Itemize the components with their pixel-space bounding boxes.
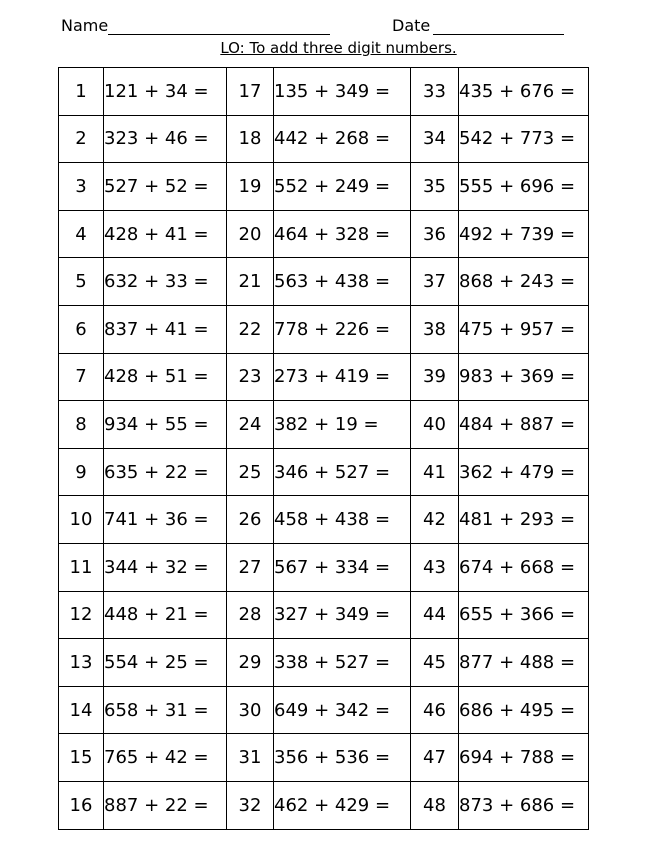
question-row bbox=[59, 163, 589, 211]
question-row bbox=[59, 591, 589, 639]
addition-question[interactable]: 983 + 369 = bbox=[459, 353, 589, 401]
question-row bbox=[59, 353, 589, 401]
question-number: 30 bbox=[227, 686, 274, 734]
question-number: 21 bbox=[227, 258, 274, 306]
addition-question[interactable]: 462 + 429 = bbox=[274, 781, 411, 829]
question-number: 18 bbox=[227, 115, 274, 163]
addition-question[interactable]: 655 + 366 = bbox=[459, 591, 589, 639]
question-number: 24 bbox=[227, 401, 274, 449]
question-number: 14 bbox=[59, 686, 104, 734]
questions-body bbox=[59, 68, 589, 830]
question-number: 11 bbox=[59, 543, 104, 591]
question-number: 23 bbox=[227, 353, 274, 401]
addition-question[interactable]: 555 + 696 = bbox=[459, 163, 589, 211]
question-number: 5 bbox=[59, 258, 104, 306]
addition-question[interactable]: 934 + 55 = bbox=[104, 401, 227, 449]
question-number: 35 bbox=[411, 163, 459, 211]
question-number: 33 bbox=[411, 68, 459, 116]
addition-question[interactable]: 448 + 21 = bbox=[104, 591, 227, 639]
question-number: 40 bbox=[411, 401, 459, 449]
question-number: 36 bbox=[411, 210, 459, 258]
addition-questions-table bbox=[58, 67, 589, 830]
addition-question[interactable]: 346 + 527 = bbox=[274, 448, 411, 496]
question-number: 43 bbox=[411, 543, 459, 591]
question-number: 22 bbox=[227, 305, 274, 353]
question-row bbox=[59, 305, 589, 353]
question-number: 25 bbox=[227, 448, 274, 496]
question-number: 17 bbox=[227, 68, 274, 116]
name-label: Name bbox=[61, 16, 109, 35]
addition-question[interactable]: 542 + 773 = bbox=[459, 115, 589, 163]
question-row bbox=[59, 68, 589, 116]
addition-question[interactable]: 362 + 479 = bbox=[459, 448, 589, 496]
addition-question[interactable]: 323 + 46 = bbox=[104, 115, 227, 163]
question-number: 16 bbox=[59, 781, 104, 829]
addition-question[interactable]: 475 + 957 = bbox=[459, 305, 589, 353]
addition-question[interactable]: 464 + 328 = bbox=[274, 210, 411, 258]
addition-question[interactable]: 635 + 22 = bbox=[104, 448, 227, 496]
addition-question[interactable]: 873 + 686 = bbox=[459, 781, 589, 829]
addition-question[interactable]: 327 + 349 = bbox=[274, 591, 411, 639]
addition-question[interactable]: 778 + 226 = bbox=[274, 305, 411, 353]
addition-question[interactable]: 887 + 22 = bbox=[104, 781, 227, 829]
addition-question[interactable]: 428 + 51 = bbox=[104, 353, 227, 401]
question-number: 15 bbox=[59, 734, 104, 782]
addition-question[interactable]: 121 + 34 = bbox=[104, 68, 227, 116]
addition-question[interactable]: 484 + 887 = bbox=[459, 401, 589, 449]
date-write-line[interactable] bbox=[433, 34, 564, 35]
addition-question[interactable]: 527 + 52 = bbox=[104, 163, 227, 211]
question-row bbox=[59, 781, 589, 829]
question-number: 44 bbox=[411, 591, 459, 639]
question-number: 7 bbox=[59, 353, 104, 401]
addition-question[interactable]: 382 + 19 = bbox=[274, 401, 411, 449]
addition-question[interactable]: 481 + 293 = bbox=[459, 496, 589, 544]
addition-question[interactable]: 567 + 334 = bbox=[274, 543, 411, 591]
question-number: 32 bbox=[227, 781, 274, 829]
question-number: 27 bbox=[227, 543, 274, 591]
question-number: 39 bbox=[411, 353, 459, 401]
question-number: 8 bbox=[59, 401, 104, 449]
addition-question[interactable]: 765 + 42 = bbox=[104, 734, 227, 782]
addition-question[interactable]: 649 + 342 = bbox=[274, 686, 411, 734]
question-number: 48 bbox=[411, 781, 459, 829]
addition-question[interactable]: 273 + 419 = bbox=[274, 353, 411, 401]
question-number: 9 bbox=[59, 448, 104, 496]
addition-question[interactable]: 356 + 536 = bbox=[274, 734, 411, 782]
question-number: 45 bbox=[411, 639, 459, 687]
addition-question[interactable]: 458 + 438 = bbox=[274, 496, 411, 544]
question-row bbox=[59, 543, 589, 591]
question-row bbox=[59, 448, 589, 496]
question-number: 1 bbox=[59, 68, 104, 116]
question-number: 34 bbox=[411, 115, 459, 163]
addition-question[interactable]: 552 + 249 = bbox=[274, 163, 411, 211]
question-number: 19 bbox=[227, 163, 274, 211]
question-number: 47 bbox=[411, 734, 459, 782]
question-row bbox=[59, 686, 589, 734]
question-number: 10 bbox=[59, 496, 104, 544]
addition-question[interactable]: 686 + 495 = bbox=[459, 686, 589, 734]
question-number: 38 bbox=[411, 305, 459, 353]
question-number: 6 bbox=[59, 305, 104, 353]
question-number: 29 bbox=[227, 639, 274, 687]
addition-question[interactable]: 554 + 25 = bbox=[104, 639, 227, 687]
addition-question[interactable]: 868 + 243 = bbox=[459, 258, 589, 306]
addition-question[interactable]: 674 + 668 = bbox=[459, 543, 589, 591]
worksheet-header bbox=[0, 16, 661, 38]
name-write-line[interactable] bbox=[108, 34, 330, 35]
question-number: 4 bbox=[59, 210, 104, 258]
question-row bbox=[59, 734, 589, 782]
addition-question[interactable]: 837 + 41 = bbox=[104, 305, 227, 353]
question-row bbox=[59, 210, 589, 258]
question-number: 37 bbox=[411, 258, 459, 306]
question-number: 42 bbox=[411, 496, 459, 544]
addition-question[interactable]: 435 + 676 = bbox=[459, 68, 589, 116]
question-number: 13 bbox=[59, 639, 104, 687]
date-label: Date bbox=[392, 16, 431, 35]
question-row bbox=[59, 115, 589, 163]
question-number: 3 bbox=[59, 163, 104, 211]
question-number: 12 bbox=[59, 591, 104, 639]
question-row bbox=[59, 496, 589, 544]
addition-question[interactable]: 877 + 488 = bbox=[459, 639, 589, 687]
addition-question[interactable]: 632 + 33 = bbox=[104, 258, 227, 306]
question-number: 2 bbox=[59, 115, 104, 163]
addition-question[interactable]: 563 + 438 = bbox=[274, 258, 411, 306]
addition-question[interactable]: 344 + 32 = bbox=[104, 543, 227, 591]
question-number: 31 bbox=[227, 734, 274, 782]
addition-question[interactable]: 741 + 36 = bbox=[104, 496, 227, 544]
question-number: 20 bbox=[227, 210, 274, 258]
addition-question[interactable]: 442 + 268 = bbox=[274, 115, 411, 163]
question-number: 26 bbox=[227, 496, 274, 544]
addition-question[interactable]: 658 + 31 = bbox=[104, 686, 227, 734]
addition-question[interactable]: 135 + 349 = bbox=[274, 68, 411, 116]
question-number: 41 bbox=[411, 448, 459, 496]
question-row bbox=[59, 639, 589, 687]
addition-question[interactable]: 338 + 527 = bbox=[274, 639, 411, 687]
question-number: 46 bbox=[411, 686, 459, 734]
question-row bbox=[59, 401, 589, 449]
question-row bbox=[59, 258, 589, 306]
addition-question[interactable]: 428 + 41 = bbox=[104, 210, 227, 258]
addition-question[interactable]: 492 + 739 = bbox=[459, 210, 589, 258]
learning-objective: LO: To add three digit numbers. bbox=[220, 39, 457, 57]
question-number: 28 bbox=[227, 591, 274, 639]
addition-question[interactable]: 694 + 788 = bbox=[459, 734, 589, 782]
